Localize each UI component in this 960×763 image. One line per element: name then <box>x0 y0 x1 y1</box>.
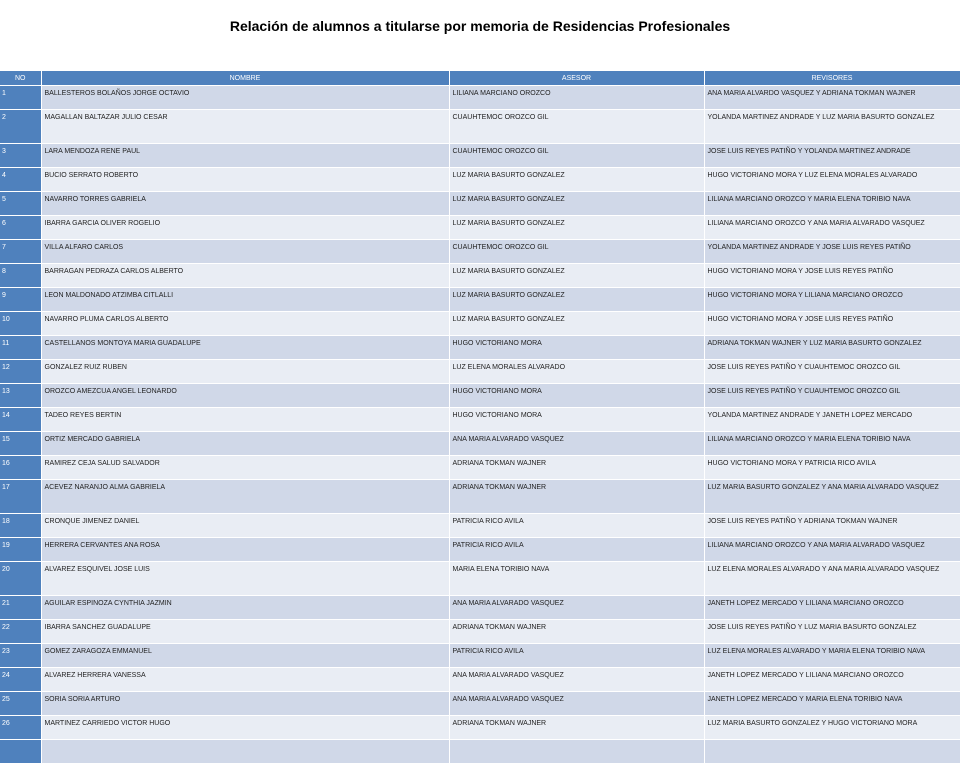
page-title: Relación de alumnos a titularse por memoria de Residencias Profesionales <box>0 18 960 34</box>
row-nombre: GOMEZ ZARAGOZA EMMANUEL <box>41 644 449 668</box>
row-revisores: ADRIANA TOKMAN WAJNER Y LUZ MARIA BASURTO GONZALEZ <box>704 336 960 360</box>
row-no: 13 <box>0 384 41 408</box>
row-revisores: JOSE LUIS REYES PATIÑO Y CUAUHTEMOC OROZCO GIL <box>704 360 960 384</box>
row-asesor: LUZ MARIA BASURTO GONZALEZ <box>449 312 704 336</box>
row-no: 22 <box>0 620 41 644</box>
row-no: 8 <box>0 264 41 288</box>
row-nombre: ACEVEZ NARANJO ALMA GABRIELA <box>41 480 449 514</box>
row-asesor: ANA MARIA ALVARADO VASQUEZ <box>449 692 704 716</box>
table-row <box>0 740 960 763</box>
row-asesor: LUZ MARIA BASURTO GONZALEZ <box>449 216 704 240</box>
row-asesor: ADRIANA TOKMAN WAJNER <box>449 480 704 514</box>
row-nombre: NAVARRO PLUMA CARLOS ALBERTO <box>41 312 449 336</box>
row-revisores: JANETH LOPEZ MERCADO Y LILIANA MARCIANO OROZCO <box>704 596 960 620</box>
row-asesor: ANA MARIA ALVARADO VASQUEZ <box>449 596 704 620</box>
table-row <box>0 110 960 144</box>
row-revisores: LILIANA MARCIANO OROZCO Y MARIA ELENA TORIBIO NAVA <box>704 192 960 216</box>
row-revisores: LUZ ELENA MORALES ALVARADO Y MARIA ELENA TORIBIO NAVA <box>704 644 960 668</box>
row-no: 16 <box>0 456 41 480</box>
table-row <box>0 514 960 538</box>
table-row <box>0 264 960 288</box>
row-no: 4 <box>0 168 41 192</box>
row-asesor: HUGO VICTORIANO MORA <box>449 408 704 432</box>
row-nombre: IBARRA GARCIA OLIVER ROGELIO <box>41 216 449 240</box>
row-no: 24 <box>0 668 41 692</box>
table-row <box>0 192 960 216</box>
table-row <box>0 144 960 168</box>
table-row <box>0 644 960 668</box>
row-no: 18 <box>0 514 41 538</box>
table-row <box>0 216 960 240</box>
row-nombre: LARA MENDOZA RENE PAUL <box>41 144 449 168</box>
row-no: 6 <box>0 216 41 240</box>
row-no: 19 <box>0 538 41 562</box>
row-asesor: LUZ MARIA BASURTO GONZALEZ <box>449 168 704 192</box>
table-row <box>0 408 960 432</box>
row-nombre: NAVARRO TORRES GABRIELA <box>41 192 449 216</box>
row-revisores: JANETH LOPEZ MERCADO Y MARIA ELENA TORIBIO NAVA <box>704 692 960 716</box>
row-nombre: CASTELLANOS MONTOYA MARIA GUADALUPE <box>41 336 449 360</box>
table-row <box>0 456 960 480</box>
row-revisores: LUZ MARIA BASURTO GONZALEZ Y HUGO VICTORIANO MORA <box>704 716 960 740</box>
row-nombre: ALVAREZ ESQUIVEL JOSE LUIS <box>41 562 449 596</box>
row-no: 14 <box>0 408 41 432</box>
table-row <box>0 168 960 192</box>
row-nombre: IBARRA SANCHEZ GUADALUPE <box>41 620 449 644</box>
header-no: NO <box>0 71 41 86</box>
row-asesor: PATRICIA RICO AVILA <box>449 514 704 538</box>
row-no: 10 <box>0 312 41 336</box>
table-row <box>0 384 960 408</box>
row-revisores: LILIANA MARCIANO OROZCO Y ANA MARIA ALVARADO VASQUEZ <box>704 538 960 562</box>
row-nombre: MAGALLAN BALTAZAR JULIO CESAR <box>41 110 449 144</box>
row-asesor: CUAUHTEMOC OROZCO GIL <box>449 240 704 264</box>
row-revisores <box>704 740 960 763</box>
row-asesor: LILIANA MARCIANO OROZCO <box>449 86 704 110</box>
row-nombre: SORIA SORIA ARTURO <box>41 692 449 716</box>
row-revisores: JOSE LUIS REYES PATIÑO Y YOLANDA MARTINEZ ANDRADE <box>704 144 960 168</box>
row-nombre: LEON MALDONADO ATZIMBA CITLALLI <box>41 288 449 312</box>
row-revisores: LUZ MARIA BASURTO GONZALEZ Y ANA MARIA ALVARADO VASQUEZ <box>704 480 960 514</box>
table-row <box>0 360 960 384</box>
row-no: 15 <box>0 432 41 456</box>
row-no: 9 <box>0 288 41 312</box>
row-nombre: OROZCO AMEZCUA ANGEL LEONARDO <box>41 384 449 408</box>
row-revisores: HUGO VICTORIANO MORA Y LILIANA MARCIANO OROZCO <box>704 288 960 312</box>
row-asesor: HUGO VICTORIANO MORA <box>449 336 704 360</box>
row-no: 21 <box>0 596 41 620</box>
row-no: 12 <box>0 360 41 384</box>
row-no <box>0 740 41 763</box>
row-revisores: HUGO VICTORIANO MORA Y JOSE LUIS REYES PATIÑO <box>704 312 960 336</box>
row-asesor: PATRICIA RICO AVILA <box>449 538 704 562</box>
row-no: 1 <box>0 86 41 110</box>
row-nombre: AGUILAR ESPINOZA CYNTHIA JAZMIN <box>41 596 449 620</box>
row-no: 7 <box>0 240 41 264</box>
row-nombre: BALLESTEROS BOLAÑOS JORGE OCTAVIO <box>41 86 449 110</box>
row-asesor: LUZ MARIA BASURTO GONZALEZ <box>449 288 704 312</box>
row-revisores: HUGO VICTORIANO MORA Y PATRICIA RICO AVILA <box>704 456 960 480</box>
row-revisores: JOSE LUIS REYES PATIÑO Y LUZ MARIA BASURTO GONZALEZ <box>704 620 960 644</box>
row-revisores: HUGO VICTORIANO MORA Y JOSE LUIS REYES PATIÑO <box>704 264 960 288</box>
row-nombre: HERRERA CERVANTES ANA ROSA <box>41 538 449 562</box>
header-revisores: REVISORES <box>704 71 960 86</box>
row-revisores: LILIANA MARCIANO OROZCO Y ANA MARIA ALVARADO VASQUEZ <box>704 216 960 240</box>
row-nombre: ORTIZ MERCADO GABRIELA <box>41 432 449 456</box>
row-revisores: HUGO VICTORIANO MORA Y LUZ ELENA MORALES ALVARADO <box>704 168 960 192</box>
row-asesor <box>449 740 704 763</box>
row-revisores: LILIANA MARCIANO OROZCO Y MARIA ELENA TORIBIO NAVA <box>704 432 960 456</box>
row-no: 17 <box>0 480 41 514</box>
table-row <box>0 86 960 110</box>
row-nombre: VILLA ALFARO CARLOS <box>41 240 449 264</box>
table-row <box>0 692 960 716</box>
header-nombre: NOMBRE <box>41 71 449 86</box>
row-asesor: ANA MARIA ALVARADO VASQUEZ <box>449 432 704 456</box>
row-asesor: MARIA ELENA TORIBIO NAVA <box>449 562 704 596</box>
row-revisores: YOLANDA MARTINEZ ANDRADE Y JANETH LOPEZ MERCADO <box>704 408 960 432</box>
table-row <box>0 312 960 336</box>
row-no: 11 <box>0 336 41 360</box>
row-asesor: LUZ MARIA BASURTO GONZALEZ <box>449 192 704 216</box>
row-asesor: LUZ MARIA BASURTO GONZALEZ <box>449 264 704 288</box>
row-revisores: JANETH LOPEZ MERCADO Y LILIANA MARCIANO OROZCO <box>704 668 960 692</box>
row-asesor: CUAUHTEMOC OROZCO GIL <box>449 110 704 144</box>
row-nombre: GONZALEZ RUIZ RUBEN <box>41 360 449 384</box>
row-no: 2 <box>0 110 41 144</box>
row-nombre: TADEO REYES BERTIN <box>41 408 449 432</box>
row-revisores: JOSE LUIS REYES PATIÑO Y ADRIANA TOKMAN WAJNER <box>704 514 960 538</box>
table-row <box>0 480 960 514</box>
row-revisores: JOSE LUIS REYES PATIÑO Y CUAUHTEMOC OROZCO GIL <box>704 384 960 408</box>
table-row <box>0 596 960 620</box>
table-row <box>0 562 960 596</box>
table-row <box>0 432 960 456</box>
row-nombre: BARRAGAN PEDRAZA CARLOS ALBERTO <box>41 264 449 288</box>
row-no: 3 <box>0 144 41 168</box>
row-revisores: YOLANDA MARTINEZ ANDRADE Y JOSE LUIS REYES PATIÑO <box>704 240 960 264</box>
row-no: 25 <box>0 692 41 716</box>
row-nombre: CRONQUE JIMENEZ DANIEL <box>41 514 449 538</box>
row-nombre: ALVAREZ HERRERA VANESSA <box>41 668 449 692</box>
header-asesor: ASESOR <box>449 71 704 86</box>
table-row <box>0 288 960 312</box>
row-asesor: ADRIANA TOKMAN WAJNER <box>449 620 704 644</box>
row-asesor: PATRICIA RICO AVILA <box>449 644 704 668</box>
row-nombre: BUCIO SERRATO ROBERTO <box>41 168 449 192</box>
row-asesor: CUAUHTEMOC OROZCO GIL <box>449 144 704 168</box>
row-revisores: YOLANDA MARTINEZ ANDRADE Y LUZ MARIA BASURTO GONZALEZ <box>704 110 960 144</box>
row-nombre: RAMIREZ CEJA SALUD SALVADOR <box>41 456 449 480</box>
row-no: 20 <box>0 562 41 596</box>
row-asesor: ADRIANA TOKMAN WAJNER <box>449 456 704 480</box>
row-nombre <box>41 740 449 763</box>
row-revisores: ANA MARIA ALVARDO VASQUEZ Y ADRIANA TOKMAN WAJNER <box>704 86 960 110</box>
table-row <box>0 668 960 692</box>
row-no: 23 <box>0 644 41 668</box>
row-nombre: MARTINEZ CARRIEDO VICTOR HUGO <box>41 716 449 740</box>
row-no: 5 <box>0 192 41 216</box>
students-table <box>0 71 960 763</box>
table-row <box>0 538 960 562</box>
table-header-row <box>0 71 960 86</box>
table-row <box>0 336 960 360</box>
row-asesor: ANA MARIA ALVARADO VASQUEZ <box>449 668 704 692</box>
row-asesor: LUZ ELENA MORALES ALVARADO <box>449 360 704 384</box>
row-revisores: LUZ ELENA MORALES ALVARADO Y ANA MARIA ALVARADO VASQUEZ <box>704 562 960 596</box>
row-asesor: ADRIANA TOKMAN WAJNER <box>449 716 704 740</box>
table-row <box>0 240 960 264</box>
row-no: 26 <box>0 716 41 740</box>
row-asesor: HUGO VICTORIANO MORA <box>449 384 704 408</box>
table-row <box>0 620 960 644</box>
table-row <box>0 716 960 740</box>
